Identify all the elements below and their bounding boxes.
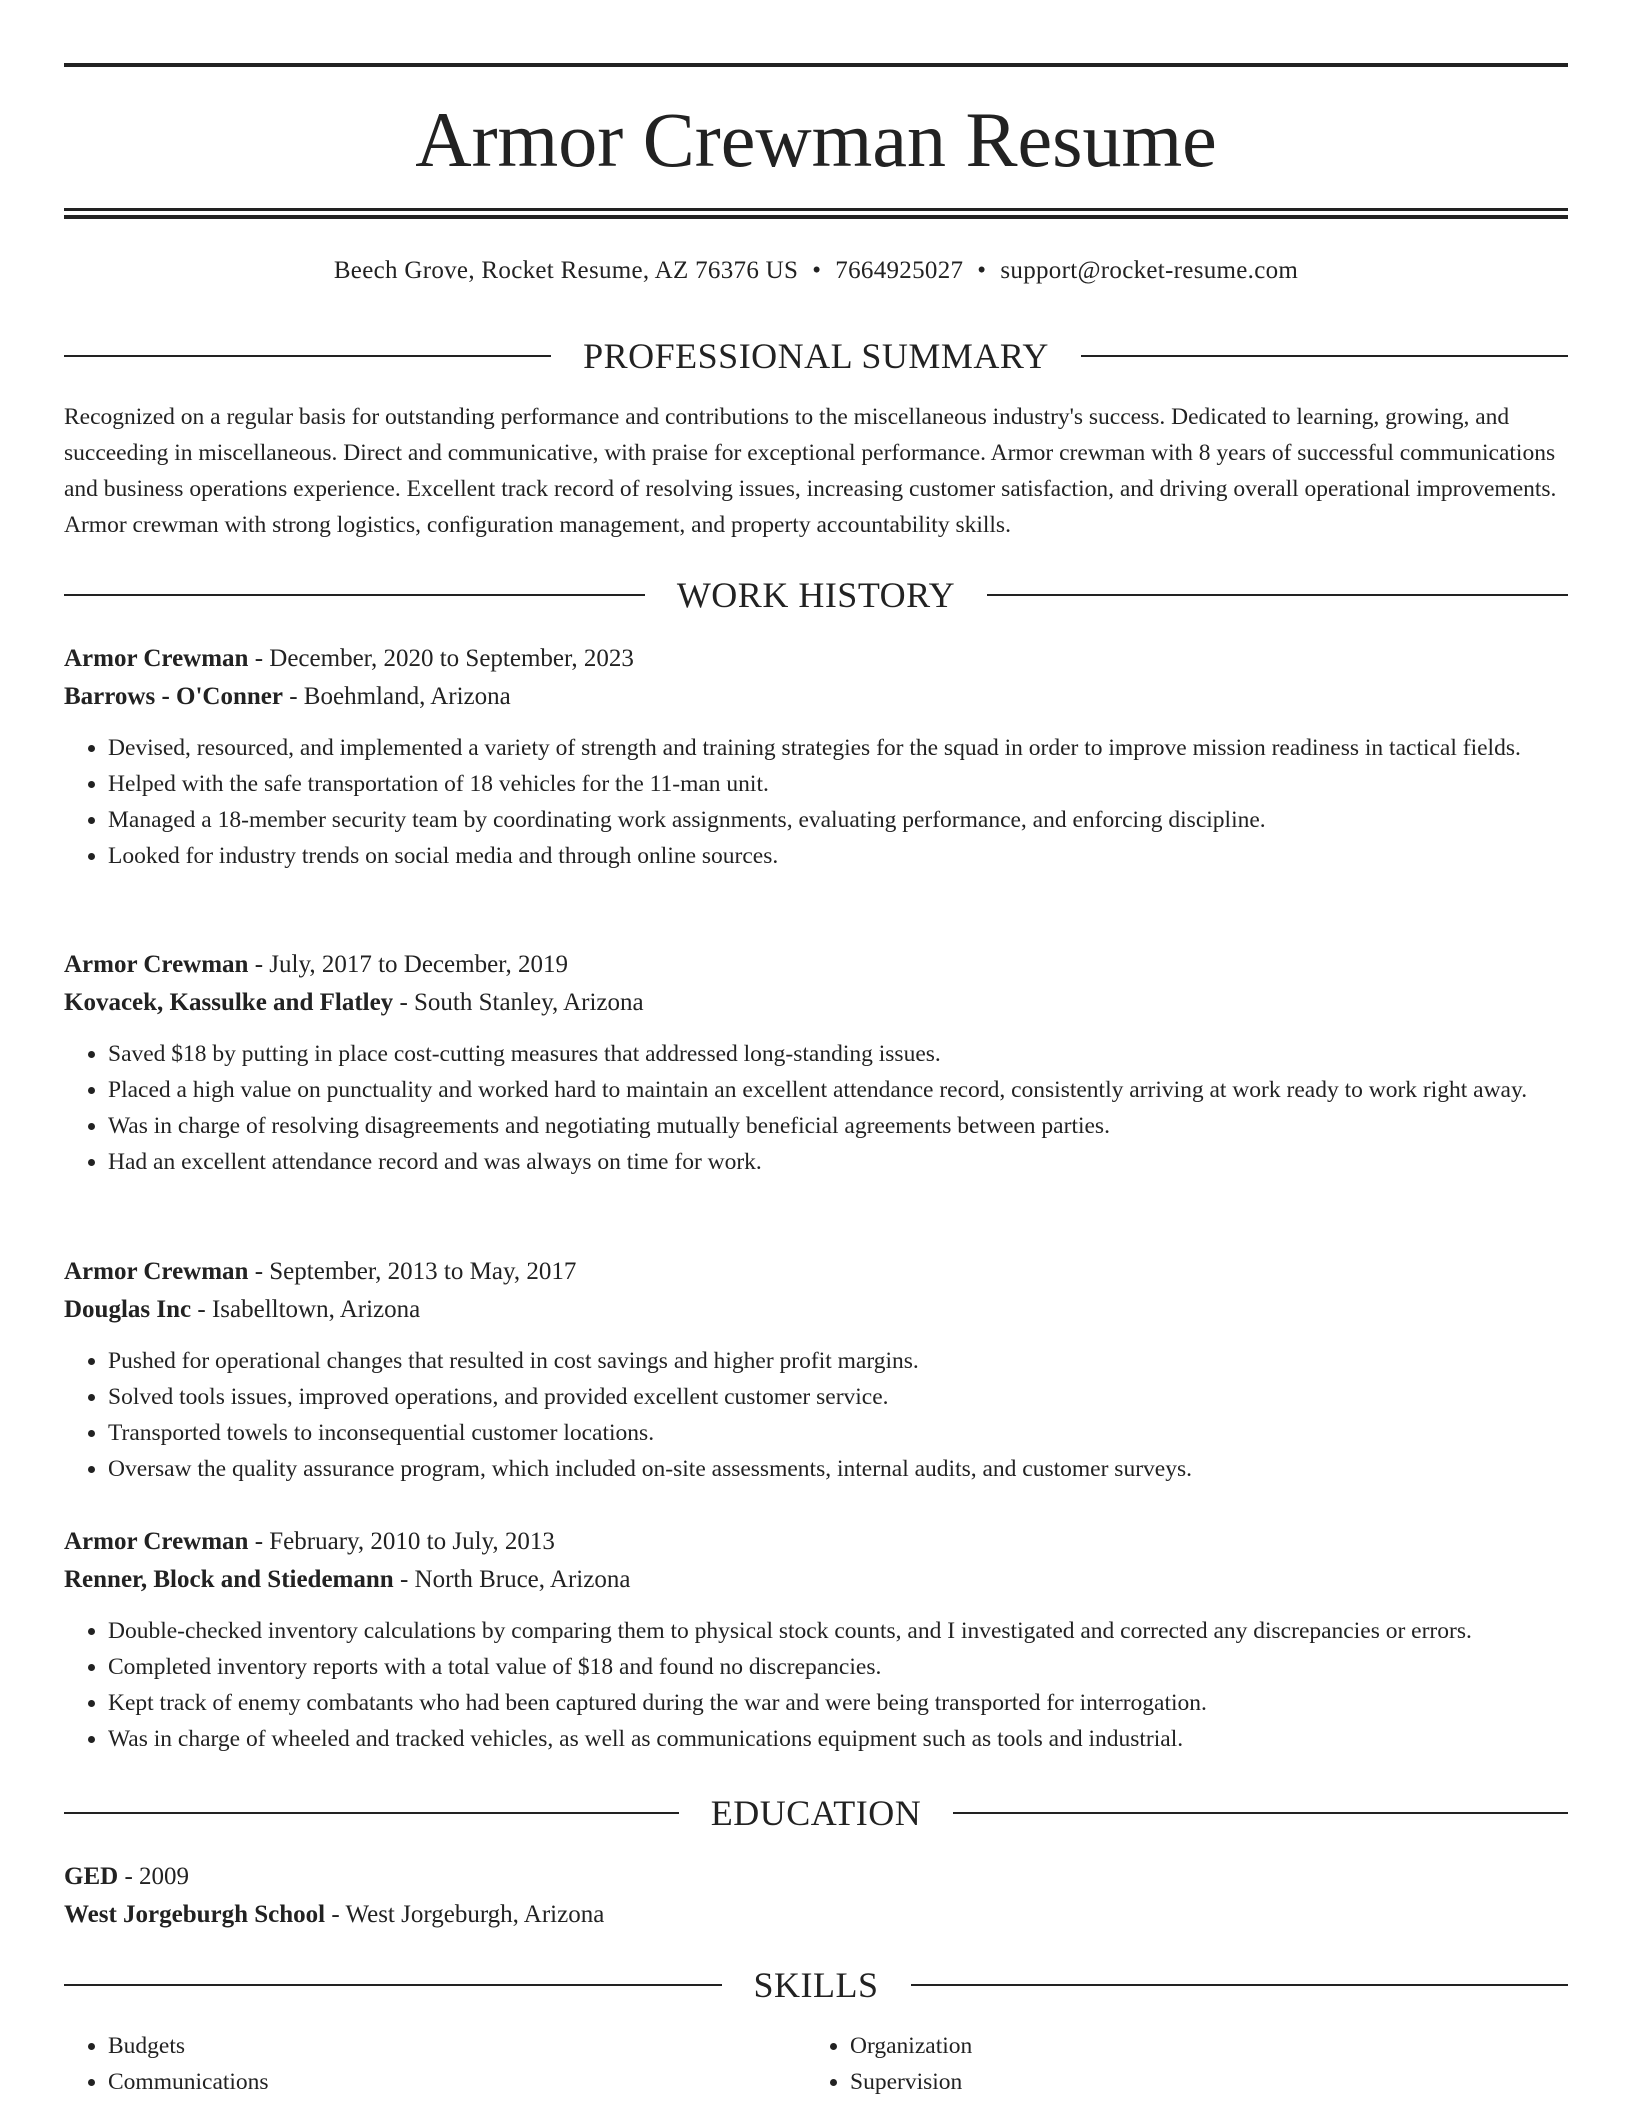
job-title-line bbox=[64, 1523, 1568, 1561]
job-title: Armor Crewman bbox=[64, 645, 249, 672]
heading-rule bbox=[64, 1812, 679, 1814]
section-heading-education bbox=[64, 1791, 1568, 1835]
graduation-year: - 2009 bbox=[118, 1863, 190, 1890]
job-bullets bbox=[64, 1036, 1568, 1180]
job-bullet: • Looked for industry trends on social media and through online sources. bbox=[108, 838, 1568, 874]
job-title: Armor Crewman bbox=[64, 1258, 249, 1285]
heading-rule bbox=[64, 1984, 722, 1986]
skill-item: • Budgets bbox=[108, 2028, 806, 2064]
job-bullet: • Was in charge of wheeled and tracked vehicles, as well as communications equipment such as tools and industrial. bbox=[108, 1721, 1568, 1757]
section-heading-skills bbox=[64, 1963, 1568, 2007]
job-dates: - February, 2010 to July, 2013 bbox=[248, 1528, 555, 1555]
job-bullet: • Solved tools issues, improved operations, and provided excellent customer service. bbox=[108, 1379, 1568, 1415]
job-bullet: • Transported towels to inconsequential customer locations. bbox=[108, 1415, 1568, 1451]
contact-location: Beech Grove, Rocket Resume, AZ 76376 US bbox=[333, 257, 799, 284]
job-bullet: • Saved $18 by putting in place cost-cutting measures that addressed long-standing issues. bbox=[108, 1036, 1568, 1072]
school-line bbox=[64, 1896, 1568, 1934]
job-location: - Isabelltown, Arizona bbox=[191, 1296, 421, 1323]
skills-list bbox=[64, 2028, 1568, 2100]
contact-phone: 7664925027 bbox=[835, 257, 964, 284]
skill-item: • Organization bbox=[850, 2028, 1548, 2064]
job-title-line bbox=[64, 946, 1568, 984]
skills-column-right bbox=[806, 2028, 1548, 2100]
job-bullet: • Managed a 18-member security team by coordinating work assignments, evaluating performance, and enforcing discipline. bbox=[108, 802, 1568, 838]
job-bullet: • Was in charge of resolving disagreements and negotiating mutually beneficial agreements between parties. bbox=[108, 1108, 1568, 1144]
degree: GED bbox=[64, 1863, 119, 1890]
skill-item: • Communications bbox=[108, 2064, 806, 2100]
school-location: - West Jorgeburgh, Arizona bbox=[325, 1901, 605, 1928]
job-bullets bbox=[64, 730, 1568, 874]
job-company: Kovacek, Kassulke and Flatley bbox=[64, 989, 394, 1016]
job-location: - North Bruce, Arizona bbox=[393, 1566, 631, 1593]
heading-rule bbox=[64, 355, 551, 357]
job-entry bbox=[64, 1523, 1568, 1757]
job-title: Armor Crewman bbox=[64, 1528, 249, 1555]
job-bullet: • Placed a high value on punctuality and worked hard to maintain an excellent attendance record, consistently arriving at work ready to work right away. bbox=[108, 1072, 1568, 1108]
skill-item: • Supervision bbox=[850, 2064, 1548, 2100]
job-entry bbox=[64, 640, 1568, 874]
job-entry bbox=[64, 946, 1568, 1180]
job-company: Barrows - O'Conner bbox=[64, 683, 283, 710]
degree-line bbox=[64, 1858, 1568, 1896]
section-title: SKILLS bbox=[753, 1965, 879, 2005]
heading-rule bbox=[911, 1984, 1569, 1986]
contact-line bbox=[64, 254, 1568, 288]
heading-rule bbox=[1081, 355, 1568, 357]
job-entry bbox=[64, 1253, 1568, 1487]
job-company-line bbox=[64, 984, 1568, 1022]
heading-rule bbox=[64, 594, 645, 596]
section-heading-work-history bbox=[64, 573, 1568, 617]
job-dates: - September, 2013 to May, 2017 bbox=[248, 1258, 577, 1285]
job-bullet: • Oversaw the quality assurance program, which included on-site assessments, internal audits, and customer surveys. bbox=[108, 1451, 1568, 1487]
job-company-line bbox=[64, 678, 1568, 716]
job-bullet: • Had an excellent attendance record and was always on time for work. bbox=[108, 1144, 1568, 1180]
job-bullet: • Completed inventory reports with a total value of $18 and found no discrepancies. bbox=[108, 1649, 1568, 1685]
job-dates: - July, 2017 to December, 2019 bbox=[248, 951, 568, 978]
job-title-line bbox=[64, 1253, 1568, 1291]
skills-column-left bbox=[64, 2028, 806, 2100]
education-entry bbox=[64, 1858, 1568, 1934]
job-dates: - December, 2020 to September, 2023 bbox=[248, 645, 634, 672]
job-company: Renner, Block and Stiedemann bbox=[64, 1566, 394, 1593]
section-title: PROFESSIONAL SUMMARY bbox=[583, 336, 1049, 376]
school-name: West Jorgeburgh School bbox=[64, 1901, 326, 1928]
job-title: Armor Crewman bbox=[64, 951, 249, 978]
page-title: Armor Crewman Resume bbox=[415, 96, 1217, 183]
contact-separator: • bbox=[977, 257, 987, 284]
title-rule-lower bbox=[64, 215, 1568, 219]
job-company: Douglas Inc bbox=[64, 1296, 192, 1323]
job-title-line bbox=[64, 640, 1568, 678]
job-bullet: • Double-checked inventory calculations by comparing them to physical stock counts, and I investigated and corrected any discrepancies or errors. bbox=[108, 1613, 1568, 1649]
job-bullet: • Kept track of enemy combatants who had been captured during the war and were being transported for interrogation. bbox=[108, 1685, 1568, 1721]
heading-rule bbox=[987, 594, 1568, 596]
section-title: WORK HISTORY bbox=[676, 575, 956, 615]
summary-paragraph: Recognized on a regular basis for outstanding performance and contributions to the miscellaneous industry's success. Dedicated to learning, growing, and succeeding in miscellaneous. Direct and communicative, with praise for exceptional performance. Armor crewman with 8 years of successful communications and business operations experience. Excellent track record of resolving issues, increasing customer satisfaction, and driving overall operational improvements. Armor crewman with strong logistics, configuration management, and property accountability skills. bbox=[64, 404, 1557, 538]
heading-rule bbox=[953, 1812, 1568, 1814]
job-bullet: • Devised, resourced, and implemented a variety of strength and training strategies for the squad in order to improve mission readiness in tactical fields. bbox=[108, 730, 1568, 766]
job-bullets bbox=[64, 1343, 1568, 1487]
job-company-line bbox=[64, 1561, 1568, 1599]
contact-separator: • bbox=[812, 257, 822, 284]
job-bullet: • Pushed for operational changes that resulted in cost savings and higher profit margins. bbox=[108, 1343, 1568, 1379]
top-rule bbox=[64, 63, 1568, 67]
job-bullet: • Helped with the safe transportation of 18 vehicles for the 11-man unit. bbox=[108, 766, 1568, 802]
section-heading-summary bbox=[64, 334, 1568, 378]
job-company-line bbox=[64, 1291, 1568, 1329]
title-rule-upper bbox=[64, 208, 1568, 211]
job-location: - Boehmland, Arizona bbox=[282, 683, 511, 710]
section-title: EDUCATION bbox=[710, 1793, 922, 1833]
job-bullets bbox=[64, 1613, 1568, 1757]
job-location: - South Stanley, Arizona bbox=[393, 989, 644, 1016]
contact-email: support@rocket-resume.com bbox=[1000, 257, 1299, 284]
